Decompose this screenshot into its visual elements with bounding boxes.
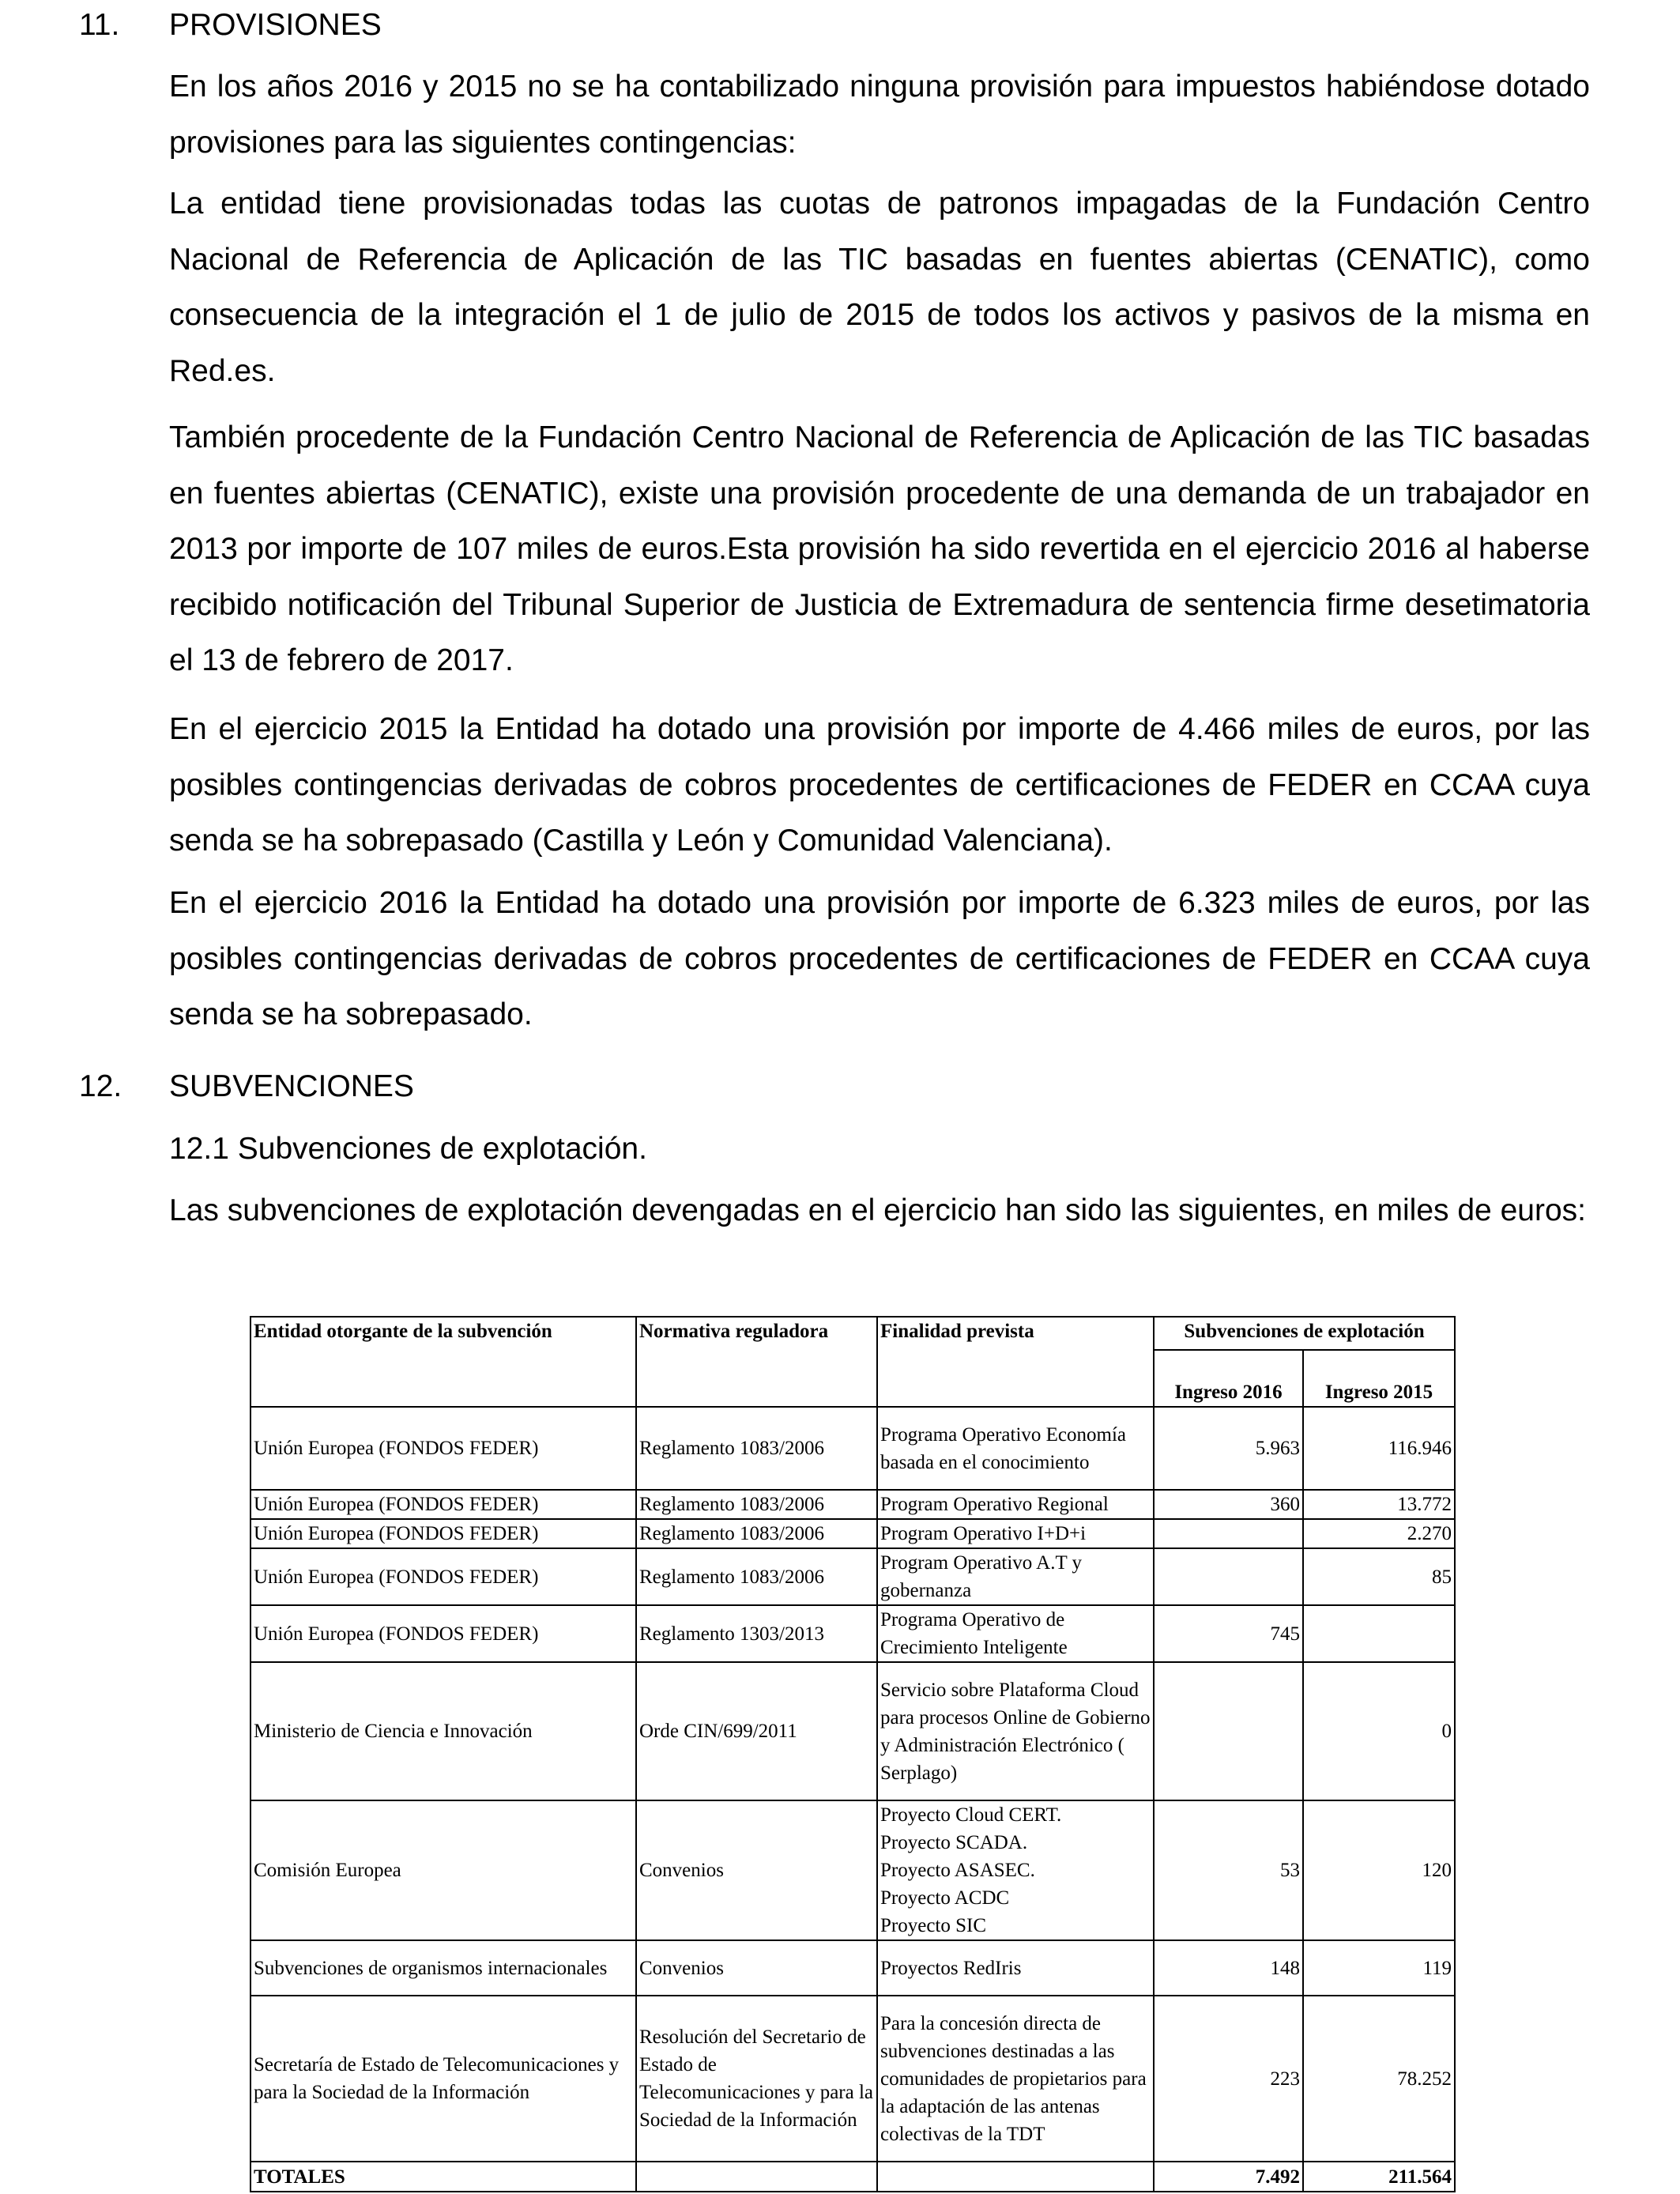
table-row — [250, 1490, 1455, 1519]
cell-normativa: Convenios — [636, 1800, 877, 1940]
header-entidad: Entidad otorgante de la subvención — [250, 1317, 636, 1407]
cell-normativa: Reglamento 1083/2006 — [636, 1407, 877, 1490]
section-11-paragraph-1: En los años 2016 y 2015 no se ha contabilizado ninguna provisión para impuestos habiéndose dotado provisiones para las siguientes contingencias: — [169, 70, 1590, 160]
cell-normativa: Convenios — [636, 1940, 877, 1996]
cell-normativa: Resolución del Secretario de Estado de Telecomunicaciones y para la Sociedad de la Información — [636, 1996, 877, 2162]
header-group: Subvenciones de explotación — [1154, 1317, 1455, 1350]
table-row — [250, 1548, 1455, 1605]
cell-entidad: Comisión Europea — [250, 1800, 636, 1940]
section-11-number: 11. — [79, 8, 120, 42]
cell-finalidad: Proyectos RedIris — [877, 1940, 1154, 1996]
totals-empty-cell — [877, 2162, 1154, 2192]
header-ingreso-2015: Ingreso 2015 — [1303, 1350, 1455, 1407]
cell-finalidad: Servicio sobre Plataforma Cloud para procesos Online de Gobierno y Administración Electrónico ( Serplago) — [877, 1662, 1154, 1800]
cell-ingreso-2016: 360 — [1154, 1490, 1303, 1519]
project-line: Proyecto ASASEC. — [880, 1860, 1035, 1881]
cell-ingreso-2016: 148 — [1154, 1940, 1303, 1996]
totals-label: TOTALES — [250, 2162, 636, 2192]
cell-ingreso-2015: 85 — [1303, 1548, 1455, 1605]
section-11-title: PROVISIONES — [169, 8, 382, 42]
totals-ingreso-2016: 7.492 — [1154, 2162, 1303, 2192]
section-12-intro: Las subvenciones de explotación devengadas en el ejercicio han sido las siguientes, en miles de euros: — [169, 1193, 1586, 1227]
cell-normativa: Reglamento 1083/2006 — [636, 1519, 877, 1548]
cell-ingreso-2016 — [1154, 1548, 1303, 1605]
project-line: Proyecto Cloud CERT. — [880, 1804, 1062, 1826]
cell-ingreso-2015: 78.252 — [1303, 1996, 1455, 2162]
cell-finalidad: Programa Operativo Economía basada en el conocimiento — [877, 1407, 1154, 1490]
cell-entidad: Unión Europea (FONDOS FEDER) — [250, 1548, 636, 1605]
totals-ingreso-2015: 211.564 — [1303, 2162, 1455, 2192]
table-totals-row — [250, 2162, 1455, 2192]
cell-normativa: Reglamento 1083/2006 — [636, 1548, 877, 1605]
cell-finalidad: Para la concesión directa de subvenciones destinadas a las comunidades de propietarios para la adaptación de las antenas colectivas de la TDT — [877, 1996, 1154, 2162]
project-line: Proyecto ACDC — [880, 1887, 1010, 1909]
cell-ingreso-2015: 116.946 — [1303, 1407, 1455, 1490]
cell-entidad: Unión Europea (FONDOS FEDER) — [250, 1519, 636, 1548]
table-row — [250, 1800, 1455, 1940]
header-normativa: Normativa reguladora — [636, 1317, 877, 1407]
header-finalidad: Finalidad prevista — [877, 1317, 1154, 1407]
cell-finalidad: Program Operativo I+D+i — [877, 1519, 1154, 1548]
cell-entidad: Subvenciones de organismos internacionales — [250, 1940, 636, 1996]
cell-ingreso-2016: 53 — [1154, 1800, 1303, 1940]
cell-entidad: Unión Europea (FONDOS FEDER) — [250, 1605, 636, 1662]
cell-ingreso-2015: 2.270 — [1303, 1519, 1455, 1548]
cell-ingreso-2016 — [1154, 1519, 1303, 1548]
section-12-subtitle: 12.1 Subvenciones de explotación. — [169, 1132, 647, 1166]
totals-empty-cell — [636, 2162, 877, 2192]
table-header-row — [250, 1317, 1455, 1350]
table-row — [250, 1996, 1455, 2162]
project-line: Proyecto SCADA. — [880, 1832, 1028, 1853]
section-12-title: SUBVENCIONES — [169, 1069, 414, 1103]
section-11-paragraph-3: También procedente de la Fundación Centro Nacional de Referencia de Aplicación de las TIC basadas en fuentes abiertas (CENATIC), existe una provisión procedente de una demanda de un trabajador en 2013 por importe de 107 miles de euros.Esta provisión ha sido revertida en el ejercicio 2016 al haberse recibido notificación del Tribunal Superior de Justicia de Extremadura de sentencia firme desetimatoria el 13 de febrero de 2017. — [169, 420, 1590, 677]
section-11-paragraph-4: En el ejercicio 2015 la Entidad ha dotado una provisión por importe de 4.466 miles de euros, por las posibles contingencias derivadas de cobros procedentes de certificaciones de FEDER en CCAA cuya senda se ha sobrepasado (Castilla y León y Comunidad Valenciana). — [169, 712, 1590, 858]
cell-ingreso-2016: 223 — [1154, 1996, 1303, 2162]
cell-entidad: Ministerio de Ciencia e Innovación — [250, 1662, 636, 1800]
cell-ingreso-2015 — [1303, 1605, 1455, 1662]
cell-normativa: Reglamento 1083/2006 — [636, 1490, 877, 1519]
table-row — [250, 1662, 1455, 1800]
cell-normativa: Orde CIN/699/2011 — [636, 1662, 877, 1800]
cell-entidad: Unión Europea (FONDOS FEDER) — [250, 1407, 636, 1490]
cell-ingreso-2016: 745 — [1154, 1605, 1303, 1662]
section-12-number: 12. — [79, 1069, 122, 1103]
cell-ingreso-2015: 0 — [1303, 1662, 1455, 1800]
section-11-paragraph-2: La entidad tiene provisionadas todas las cuotas de patronos impagadas de la Fundación Centro Nacional de Referencia de Aplicación de las TIC basadas en fuentes abiertas (CENATIC), como consecuencia de la integración el 1 de julio de 2015 de todos los activos y pasivos de la misma en Red.es. — [169, 187, 1590, 388]
cell-finalidad: Programa Operativo de Crecimiento Inteligente — [877, 1605, 1154, 1662]
cell-ingreso-2015: 119 — [1303, 1940, 1455, 1996]
table-row — [250, 1519, 1455, 1548]
cell-entidad: Unión Europea (FONDOS FEDER) — [250, 1490, 636, 1519]
cell-finalidad: Program Operativo A.T y gobernanza — [877, 1548, 1154, 1605]
cell-ingreso-2016 — [1154, 1662, 1303, 1800]
header-ingreso-2016: Ingreso 2016 — [1154, 1350, 1303, 1407]
cell-finalidad: Program Operativo Regional — [877, 1490, 1154, 1519]
project-line: Proyecto SIC — [880, 1915, 987, 1936]
cell-ingreso-2016: 5.963 — [1154, 1407, 1303, 1490]
table-row — [250, 1940, 1455, 1996]
table-row — [250, 1605, 1455, 1662]
section-11-paragraph-5: En el ejercicio 2016 la Entidad ha dotado una provisión por importe de 6.323 miles de euros, por las posibles contingencias derivadas de cobros procedentes de certificaciones de FEDER en CCAA cuya senda se ha sobrepasado. — [169, 886, 1590, 1031]
cell-ingreso-2015: 120 — [1303, 1800, 1455, 1940]
subsidies-table — [250, 1316, 1456, 2192]
cell-entidad: Secretaría de Estado de Telecomunicaciones y para la Sociedad de la Información — [250, 1996, 636, 2162]
cell-ingreso-2015: 13.772 — [1303, 1490, 1455, 1519]
table-row — [250, 1407, 1455, 1490]
cell-finalidad — [877, 1800, 1154, 1940]
cell-normativa: Reglamento 1303/2013 — [636, 1605, 877, 1662]
